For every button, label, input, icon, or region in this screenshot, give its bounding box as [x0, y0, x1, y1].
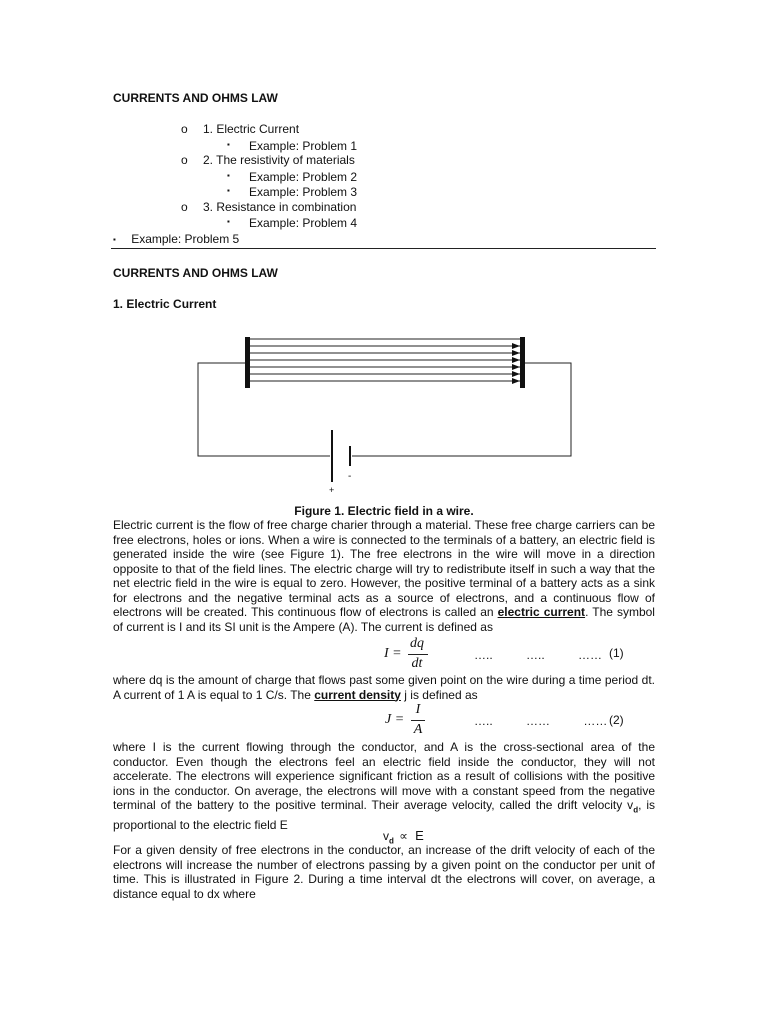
- paragraph-text: Electric current is the flow of free charge charier through a material. These free charge carriers can be free electrons, holes or ions. When a wire is connected to the terminals of a battery, an electric field is generated inside the wire (see Figure 1). The free electrons in the wire will move in a direction opposite to that of the field lines. The electric charge will try to redistribute itself in such a way that the net electric field in the wire is equal to zero. However, the positive terminal of a battery acts as a sink for electrons and the negative terminal acts as a source of electrons, and a continuous flow of electrons will be created. This continuous flow of electrons is called an: [113, 518, 655, 619]
- eq2-denominator: A: [413, 722, 423, 737]
- toc-item-label: Example: Problem 5: [131, 232, 240, 246]
- drift-velocity-subscript: d: [389, 836, 394, 846]
- toc-item-problem-2[interactable]: [227, 170, 358, 184]
- toc-item-label: Example: Problem 3: [249, 185, 358, 199]
- battery-minus-label: -: [348, 471, 352, 482]
- paragraph-text: For a given density of free electrons in the conductor, an increase of the drift velocity of each of the electrons will increase the number of electrons passing by a given point on the conductor per unit of time. This is illustrated in Figure 2. During a time interval dt the electrons will cover, on average, a distance equal to dx where: [113, 843, 655, 901]
- field-symbol: E: [415, 828, 424, 843]
- paragraph-current-density: [113, 673, 655, 702]
- toc-item-resistance-combination[interactable]: [181, 200, 357, 214]
- eq2-fraction-bar: [411, 720, 425, 721]
- eq1-dots: ….. ….. ……: [474, 648, 603, 662]
- paragraph-electric-current: [113, 518, 655, 634]
- eq2-dots: ….. …… ……: [474, 714, 608, 728]
- circuit-wire: [198, 363, 571, 456]
- toc-title: CURRENTS AND OHMS LAW: [113, 91, 278, 105]
- subscript-d: d: [633, 805, 639, 815]
- eq2-lhs: J =: [385, 712, 405, 727]
- figure-caption: Figure 1. Electric field in a wire.: [294, 504, 474, 518]
- toc-item-label: Example: Problem 4: [249, 216, 358, 230]
- square-bullet-icon: ▪: [113, 235, 116, 244]
- square-bullet-icon: ▪: [227, 217, 230, 226]
- hollow-bullet-icon: o: [181, 122, 188, 136]
- eq2-number: (2): [609, 713, 624, 727]
- square-bullet-icon: ▪: [227, 140, 230, 149]
- wire-end-left: [245, 337, 250, 388]
- field-lines: [250, 339, 520, 381]
- wire-end-right: [520, 337, 525, 388]
- toc-item-problem-3[interactable]: [227, 185, 358, 199]
- paragraph-text-tail: . The symbol of current is I and its SI unit is the Ampere (A). The current is defined as: [113, 605, 655, 634]
- paragraph-drift-velocity: [113, 740, 655, 832]
- square-bullet-icon: ▪: [227, 171, 230, 180]
- toc-item-label: 1. Electric Current: [203, 122, 300, 136]
- divider: [111, 248, 656, 249]
- drift-velocity-symbol: v: [383, 829, 389, 843]
- term-current-density: current density: [314, 687, 401, 702]
- proportional-symbol: ∝: [399, 829, 408, 843]
- paragraph-text-tail: , is proportional to the electric field E: [113, 798, 655, 832]
- hollow-bullet-icon: o: [181, 200, 188, 214]
- toc-item-label: Example: Problem 2: [249, 170, 358, 184]
- paragraph-text: where I is the current flowing through the conductor, and A is the cross-sectional area of the conductor. Even though the electrons feel an electric field inside the conductor, they will not accelerate. The electrons will experience significant friction as a result of collisions with the positive ions in the conductor. On average, the electrons will move with a constant speed from the negative terminal of the battery to the positive terminal. Their average velocity, called the drift velocity v: [113, 740, 655, 812]
- toc-item-electric-current[interactable]: [181, 122, 300, 136]
- paragraph-text-tail: j is defined as: [400, 687, 478, 702]
- paragraph-text: where dq is the amount of charge that flows past some given point on the wire during a time period dt. A current of 1 A is equal to 1 C/s. The: [113, 673, 655, 702]
- toc-item-label: 2. The resistivity of materials: [203, 153, 355, 167]
- hollow-bullet-icon: o: [181, 153, 188, 167]
- toc-item-problem-1[interactable]: [227, 139, 358, 153]
- section-subtitle: 1. Electric Current: [113, 297, 217, 311]
- toc-item-label: Example: Problem 1: [249, 139, 358, 153]
- eq1-number: (1): [609, 646, 624, 660]
- figure-electric-field-wire: [190, 330, 580, 500]
- eq1-lhs: I =: [384, 646, 402, 661]
- eq2-numerator: I: [415, 702, 421, 717]
- square-bullet-icon: ▪: [227, 186, 230, 195]
- toc-item-resistivity[interactable]: [181, 153, 355, 167]
- paragraph-drift-distance: [113, 843, 655, 901]
- battery-plus-label: +: [329, 485, 335, 495]
- toc-item-problem-4[interactable]: [227, 216, 358, 230]
- toc-item-problem-5[interactable]: [113, 232, 239, 246]
- eq1-numerator: dq: [410, 636, 424, 651]
- eq1-denominator: dt: [411, 656, 423, 671]
- term-electric-current: electric current: [497, 605, 586, 619]
- eq1-fraction-bar: [408, 654, 428, 655]
- section-title: CURRENTS AND OHMS LAW: [113, 266, 278, 280]
- field-arrowheads: [512, 343, 520, 384]
- toc-item-label: 3. Resistance in combination: [203, 200, 357, 214]
